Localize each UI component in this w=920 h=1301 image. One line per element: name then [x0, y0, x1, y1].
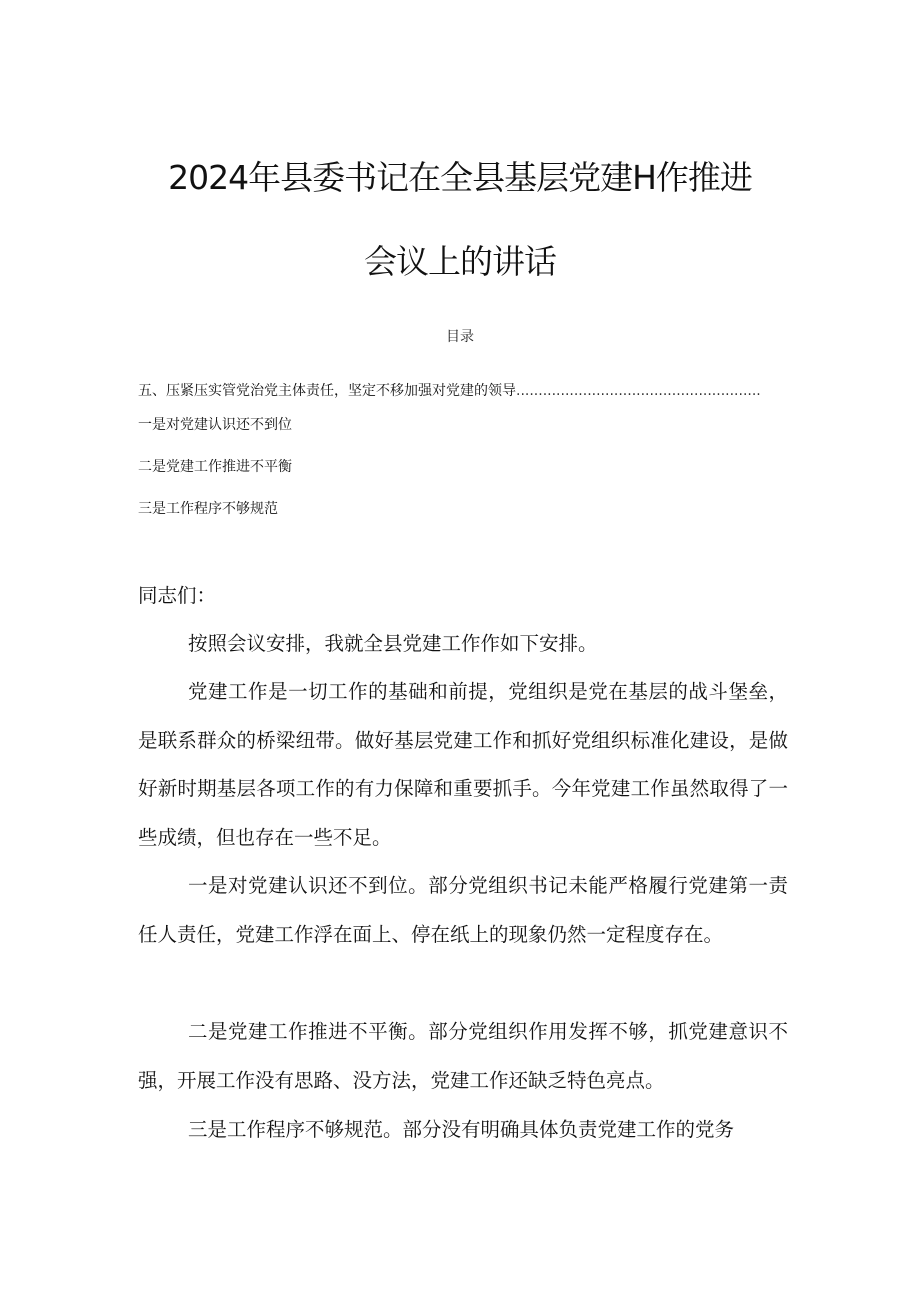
- toc-heading: 目录: [446, 329, 474, 345]
- body-paragraph: 按照会议安排，我就全县党建工作作如下安排。: [188, 632, 598, 655]
- toc-item[interactable]: 二是党建工作推进不平衡: [138, 459, 292, 475]
- body-paragraph: 二是党建工作推进不平衡。部分党组织作用发挥不够，抓党建意识不强，开展工作没有思路、没方法，党建工作还缺乏特色亮点。: [138, 1020, 788, 1092]
- body-paragraph: 党建工作是一切工作的基础和前提，党组织是党在基层的战斗堡垒，是联系群众的桥梁纽带。做好基层党建工作和抓好党组织标准化建设，是做好新时期基层各项工作的有力保障和重要抓手。今年党建工作虽然取得了一些成绩，但也存在一些不足。: [138, 680, 788, 849]
- document-title-line-1: 2024年县委书记在全县基层党建H作推进: [168, 158, 752, 197]
- document-title-line-2: 会议上的讲话: [364, 242, 556, 281]
- body-paragraph: 一是对党建认识还不到位。部分党组织书记未能严格履行党建第一责任人责任，党建工作浮在面上、停在纸上的现象仍然一定程度存在。: [138, 874, 788, 946]
- toc-item-text: 五、压紧压实管党治党主体责任，坚定不移加强对党建的领导: [138, 383, 516, 399]
- body-paragraph: 三是工作程序不够规范。部分没有明确具体负责党建工作的党务: [188, 1118, 735, 1141]
- toc-item[interactable]: [138, 380, 768, 400]
- toc-item[interactable]: 三是工作程序不够规范: [138, 501, 278, 517]
- toc-item[interactable]: 一是对党建认识还不到位: [138, 417, 292, 433]
- salutation: 同志们：: [138, 584, 217, 607]
- toc-leader-dots: .......................................................: [516, 383, 761, 399]
